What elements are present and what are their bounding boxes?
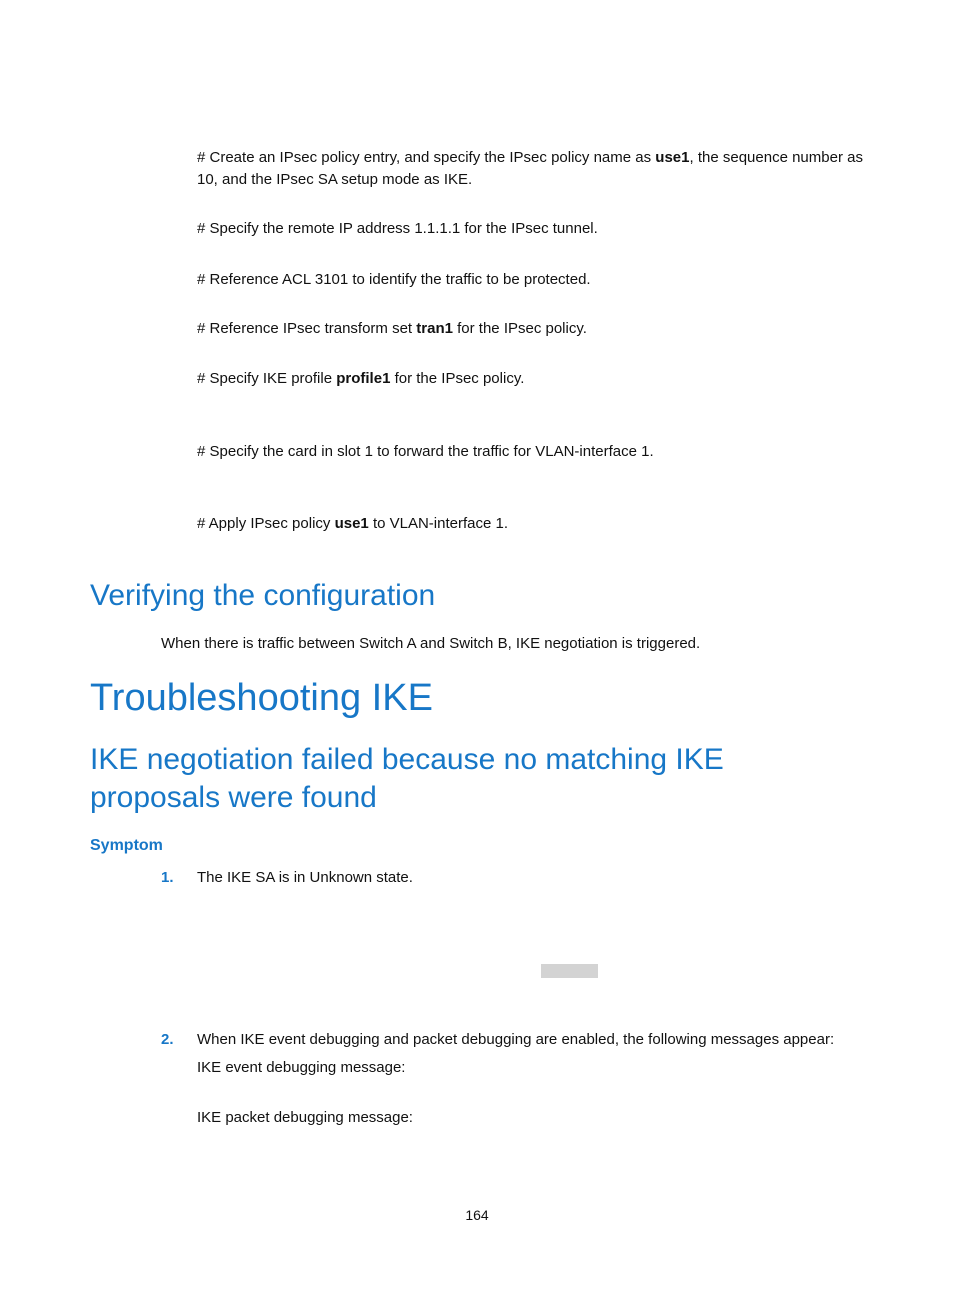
step-remote-ip: # Specify the remote IP address 1.1.1.1 for the IPsec tunnel. [197,220,598,237]
step-acl: # Reference ACL 3101 to identify the traffic to be protected. [197,271,591,288]
packet-debug-label: IKE packet debugging message: [197,1109,413,1126]
step-create-policy: # Create an IPsec policy entry, and specify the IPsec policy name as use1, the sequence number as 10, and the IPsec SA setup mode as IKE. [197,149,863,188]
profile-name: profile1 [336,370,391,387]
list-item-1-text: The IKE SA is in Unknown state. [197,869,413,886]
list-number: 2. [161,1031,174,1048]
list-number: 1. [161,869,174,886]
applied-policy-name: use1 [334,515,369,532]
step-transform-set: # Reference IPsec transform set tran1 for the IPsec policy. [197,320,587,337]
list-item-2 [161,1029,174,1051]
event-debug-label: IKE event debugging message: [197,1059,406,1076]
transform-set-name: tran1 [416,320,453,337]
policy-name: use1 [655,149,690,166]
step-ike-profile: # Specify IKE profile profile1 for the IPsec policy. [197,370,525,387]
negotiation-failed-heading: IKE negotiation failed because no matching IKE proposals were found [90,743,724,814]
list-item-2-text: When IKE event debugging and packet debugging are enabled, the following messages appear: [197,1031,835,1048]
highlight-bar [541,964,598,978]
list-item-1 [161,867,174,889]
troubleshooting-heading: Troubleshooting IKE [90,677,433,719]
step-apply-policy: # Apply IPsec policy use1 to VLAN-interface 1. [197,515,509,532]
verify-heading: Verifying the configuration [90,579,436,612]
step-card-slot: # Specify the card in slot 1 to forward the traffic for VLAN-interface 1. [197,443,654,460]
verify-text: When there is traffic between Switch A and Switch B, IKE negotiation is triggered. [161,635,701,652]
symptom-heading: Symptom [90,837,163,854]
page-number: 164 [465,1207,489,1223]
